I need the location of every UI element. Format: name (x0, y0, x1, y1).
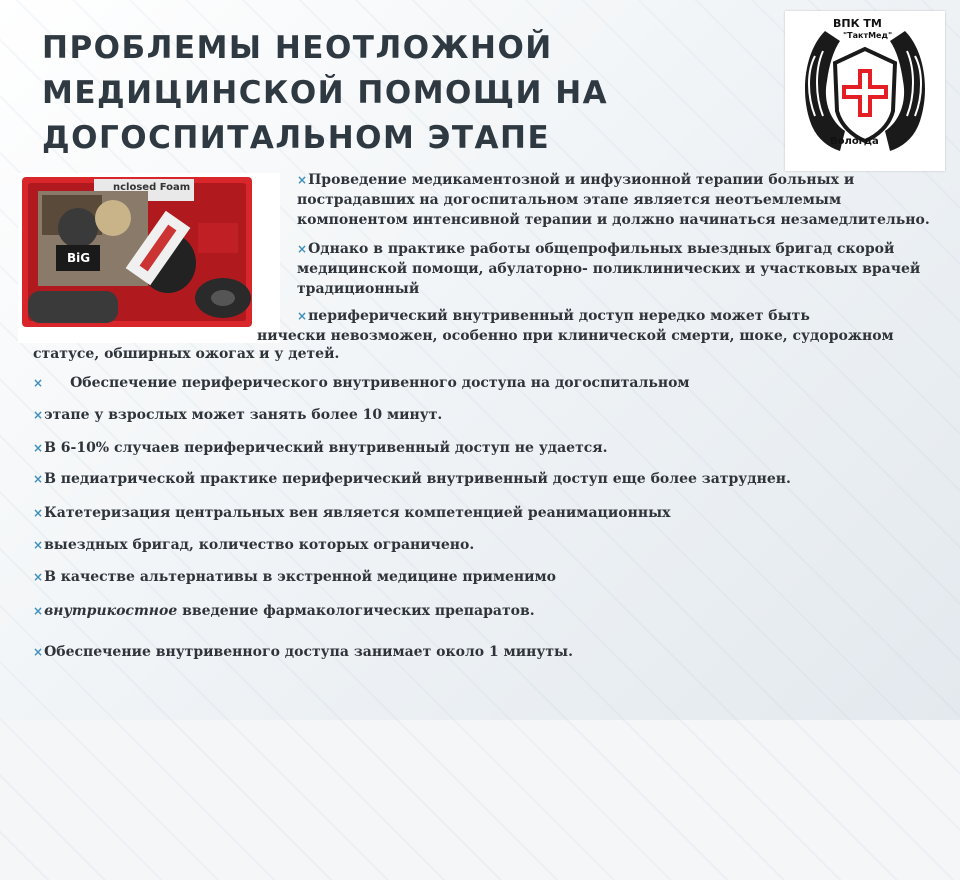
bullet-line-8: ×внутрикостное введение фармакологических препаратов. (33, 603, 535, 619)
paragraph-2-line-2: медицинской помощи, абулаторно- поликлинических и участковых врачей (297, 261, 921, 277)
bullet-icon: × (297, 309, 308, 323)
paragraph-1-line-1: ×Проведение медикаментозной и инфузионной терапии больных и (297, 172, 855, 188)
bullet-icon: × (33, 441, 44, 455)
logo-text-top: ВПК ТМ (833, 17, 882, 30)
bullet-icon: × (33, 408, 44, 422)
bullet-icon: × (297, 173, 308, 187)
slide-title (42, 26, 772, 161)
paragraph-3-line-1: ×периферический внутривенный доступ нередко может быть (297, 308, 810, 324)
medical-kit-illustration (18, 173, 280, 343)
medical-kit-photo (18, 173, 280, 343)
bullet-icon: × (33, 538, 44, 552)
bullet-line-7: ×В качестве альтернативы в экстренной медицине применимо (33, 569, 557, 585)
paragraph-3-line-3: статусе, обширных ожогах и у детей. (33, 346, 340, 362)
kit-brand-label: BiG (67, 251, 91, 265)
title-line-2: МЕДИЦИНСКОЙ ПОМОЩИ НА (42, 75, 609, 111)
bullet-line-3: ×В 6-10% случаев периферический внутривенный доступ не удается. (33, 440, 608, 456)
bullet-line-5: ×Катетеризация центральных вен является компетенцией реанимационных (33, 505, 671, 521)
bullet-line-4: ×В педиатрической практике периферический внутривенный доступ еще более затруднен. (33, 471, 791, 487)
paragraph-3-line-2: нически невозможен, особенно при клинической смерти, шоке, судорожном (257, 328, 894, 344)
logo-text-city: Вологда (830, 136, 879, 147)
bullet-line-2: ×этапе у взрослых может занять более 10 минут. (33, 407, 443, 423)
bullet-icon: × (33, 506, 44, 520)
bullet-icon: × (297, 242, 308, 256)
bullet-icon: × (33, 570, 44, 584)
paragraph-2-line-1: ×Однако в практике работы общепрофильных выездных бригад скорой (297, 241, 895, 257)
paragraph-1-line-3: компонентом интенсивной терапии и должно начинаться незамедлительно. (297, 212, 930, 228)
title-line-1: ПРОБЛЕМЫ НЕОТЛОЖНОЙ (42, 30, 553, 66)
bullet-icon: × (33, 604, 44, 618)
bullet-line-9: ×Обеспечение внутривенного доступа занимает около 1 минуты. (33, 644, 573, 660)
bullet-line-6: ×выездных бригад, количество которых ограничено. (33, 537, 475, 553)
title-line-3: ДОГОСПИТАЛЬНОМ ЭТАПЕ (42, 120, 551, 156)
paragraph-2-line-3: традиционный (297, 281, 420, 297)
company-logo (785, 11, 945, 171)
bullet-icon: × (33, 645, 44, 659)
bullet-line-1: × Обеспечение периферического внутривенного доступа на догоспитальном (33, 375, 690, 391)
logo-text-sub: "ТактМед" (843, 31, 893, 40)
bullet-icon: × (33, 472, 44, 486)
italic-term: внутрикостное (44, 603, 178, 619)
paragraph-1-line-2: пострадавших на догоспитальном этапе является неотъемлемым (297, 192, 842, 208)
paragraph-2 (297, 239, 920, 299)
paragraph-1 (297, 170, 930, 230)
bullet-icon: × (33, 376, 44, 390)
kit-foam-label: nclosed Foam (113, 182, 191, 193)
